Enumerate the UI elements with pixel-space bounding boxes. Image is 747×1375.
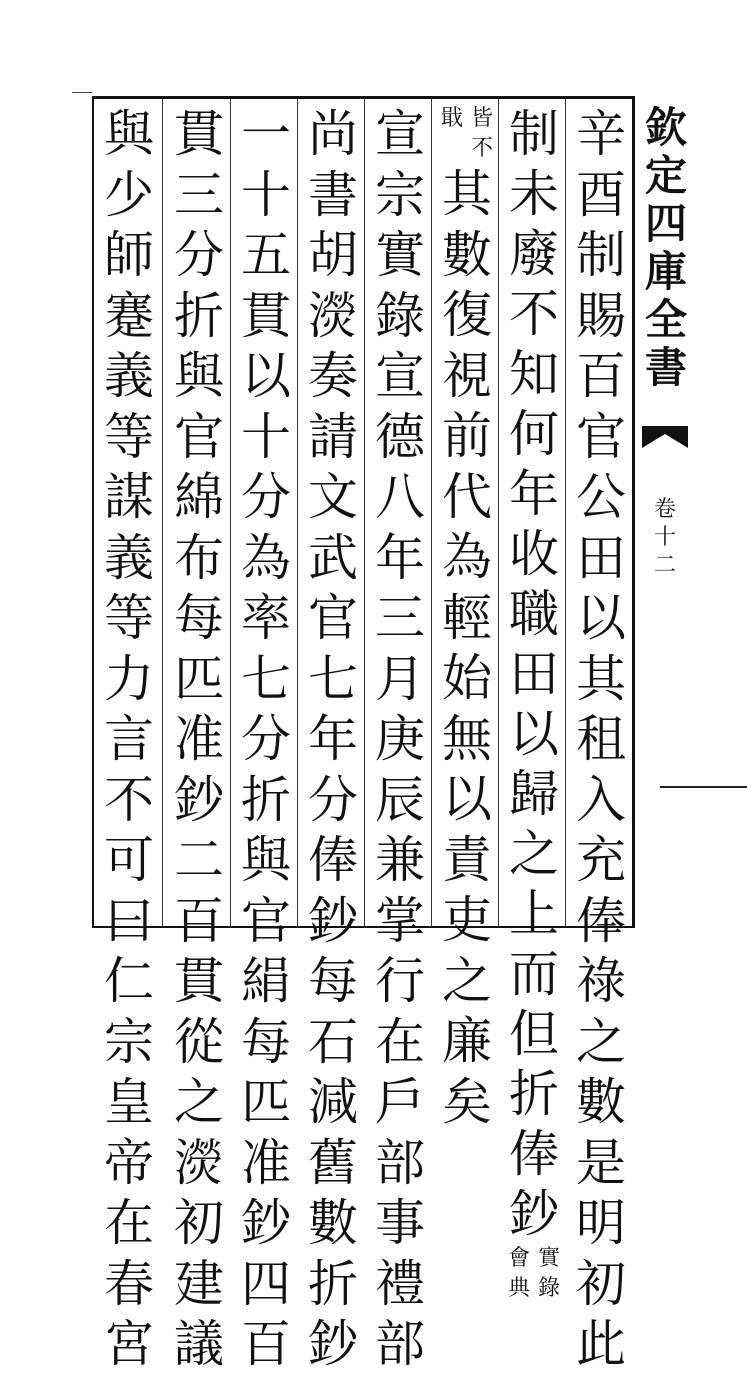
text-column-7 [168,104,230,1373]
frame-right-border [632,96,635,928]
column-text: 制未廢不知何年收職田以歸之上而但折俸鈔 [509,105,559,1243]
column-rule [431,98,432,926]
note-left: 戢 [440,106,463,131]
top-margin-tick [72,92,92,93]
column-rule [565,98,566,926]
fish-tail-ornament-icon [642,426,688,448]
column-text: 與少師蹇義等謀義等力言不可曰仁宗皇帝在春宮 [104,105,154,1373]
note-right: 皆不 [470,106,493,161]
column-rule [297,98,298,926]
volume-label: 卷十二 [653,497,676,578]
column-text: 宣宗實錄宣德八年三月庚辰兼掌行在戶部事禮部 [375,105,425,1373]
page-edge-mark [660,786,747,788]
text-column-6 [235,104,297,1373]
note-left: 會典 [507,1246,530,1301]
text-column-2 [503,104,565,1301]
column-text: 辛酉制賜百官公田以其租入充俸祿之數是明初此 [576,105,626,1373]
note-right: 實錄 [537,1246,560,1301]
column-rule [364,98,365,926]
column-text: 尚書胡濙奏請文武官七年分俸鈔每石減舊數折鈔 [308,105,358,1373]
page-banner [636,96,696,928]
text-column-4 [369,104,431,1373]
column-text: 貫三分折與官綿布每匹准鈔二百貫從之濙初建議 [174,105,224,1373]
text-column-1 [570,104,632,1373]
inline-note [436,104,498,164]
column-rule [162,98,163,926]
text-column-8 [98,104,160,1373]
text-column-3 [436,104,498,1131]
inline-note [503,1244,565,1304]
column-text: 其數復視前代為輕始無以責吏之廉矣 [442,165,492,1131]
text-column-5 [302,104,364,1373]
column-rule [498,98,499,926]
book-title: 欽定四庫全書 [644,103,687,392]
column-text: 一十五貫以十分為率七分折與官絹每匹准鈔四百 [241,105,291,1373]
column-rule [230,98,231,926]
